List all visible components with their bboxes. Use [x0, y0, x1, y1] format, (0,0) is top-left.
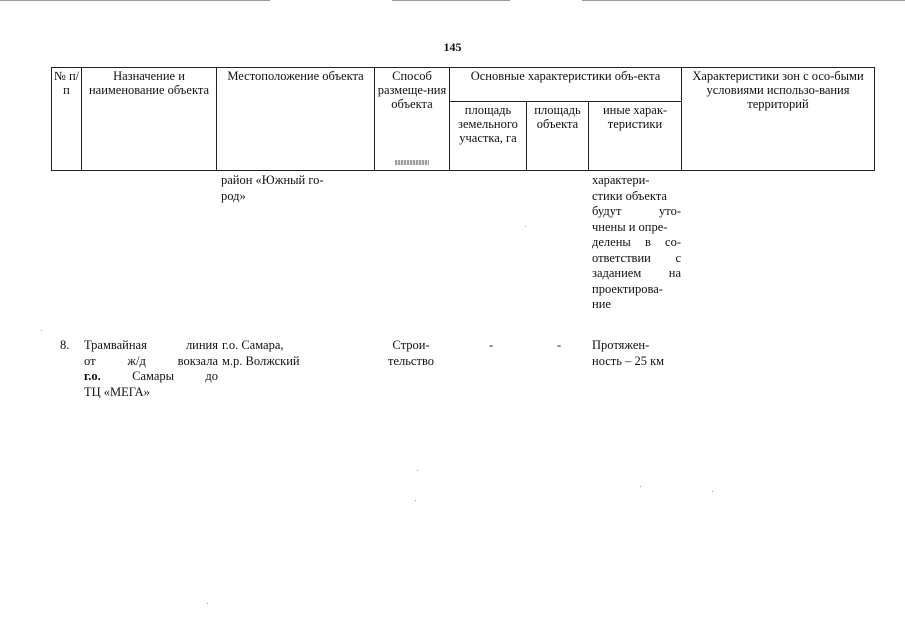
word: с: [675, 250, 681, 265]
scan-speck: [207, 603, 208, 604]
word: ж/д: [127, 353, 146, 368]
row8-number: 8.: [60, 338, 70, 352]
text-line: район «Южный го-: [221, 173, 324, 187]
text-line-justified: [84, 354, 218, 370]
text-line: род»: [221, 188, 246, 203]
scan-edge-line: [0, 0, 270, 1]
word: вокзала: [177, 353, 218, 368]
word: до: [205, 369, 218, 383]
word: ответствии: [592, 250, 651, 265]
word: делены: [592, 235, 631, 249]
header-location: Местоположение объекта: [217, 68, 375, 171]
word: Трамвайная: [84, 338, 147, 352]
text-line: стики объекта: [592, 188, 667, 203]
word: уто-: [659, 204, 681, 218]
scan-speck: [712, 491, 713, 492]
scan-speck: [525, 226, 526, 227]
header-method: Способ размеще-ния объекта: [375, 68, 450, 171]
row8-land-area: -: [489, 338, 494, 352]
text-line: м.р. Волжский: [222, 353, 300, 368]
text-line: Строи-: [392, 338, 430, 352]
text-line: ТЦ «МЕГА»: [84, 384, 150, 399]
scan-speck: [41, 330, 42, 331]
text-line: ность – 25 км: [592, 353, 665, 368]
text-line-justified: [592, 251, 681, 267]
continuation-location: [221, 173, 361, 204]
text-line-justified: [592, 204, 681, 220]
text-line: характери-: [592, 173, 650, 187]
header-name: Назначение и наименование объекта: [82, 68, 217, 171]
word: будут: [592, 204, 622, 218]
row8-other-characteristics: [592, 338, 692, 369]
text-line-justified: [592, 235, 681, 251]
word: со-: [665, 235, 681, 249]
word: на: [668, 266, 681, 280]
scan-speck: [415, 500, 416, 501]
word: линия: [185, 338, 218, 352]
word: заданием: [592, 266, 642, 280]
header-zones: Характеристики зон с осо-быми условиями использо-вания территорий: [682, 68, 875, 171]
word: от: [84, 353, 96, 368]
header-object-area: площадь объекта: [527, 102, 589, 171]
text-line: проектирова-: [592, 281, 663, 296]
row8-name: [84, 338, 218, 400]
text-line: чнены и опре-: [592, 219, 668, 234]
word: в: [644, 235, 651, 249]
text-line: ние: [592, 297, 611, 311]
text-line: тельство: [387, 353, 435, 368]
row8-location: [222, 338, 362, 369]
scan-edge-line: [392, 0, 510, 1]
row8-method: [372, 338, 450, 369]
text-line-justified: [84, 338, 218, 354]
word: г.о.: [84, 369, 101, 383]
header-land-area: площадь земельного участка, га: [450, 102, 527, 171]
header-main-characteristics: Основные характеристики объ-екта: [450, 68, 682, 102]
word: Самары: [132, 369, 175, 383]
text-line-justified: [592, 266, 681, 282]
page-number: 145: [443, 40, 462, 54]
table-header: [51, 67, 875, 171]
text-line: г.о. Самара,: [222, 338, 284, 352]
scan-speck: [417, 470, 418, 471]
text-line-justified: [84, 369, 218, 385]
header-number: № п/п: [52, 68, 82, 171]
text-line: Протяжен-: [592, 338, 650, 352]
scan-edge-line: [582, 0, 905, 1]
scan-speck: [640, 486, 641, 487]
scan-mark: [395, 160, 429, 165]
header-other-characteristics: иные харак-теристики: [589, 102, 682, 171]
continuation-other-characteristics: [592, 173, 681, 313]
row8-object-area: -: [557, 338, 562, 352]
